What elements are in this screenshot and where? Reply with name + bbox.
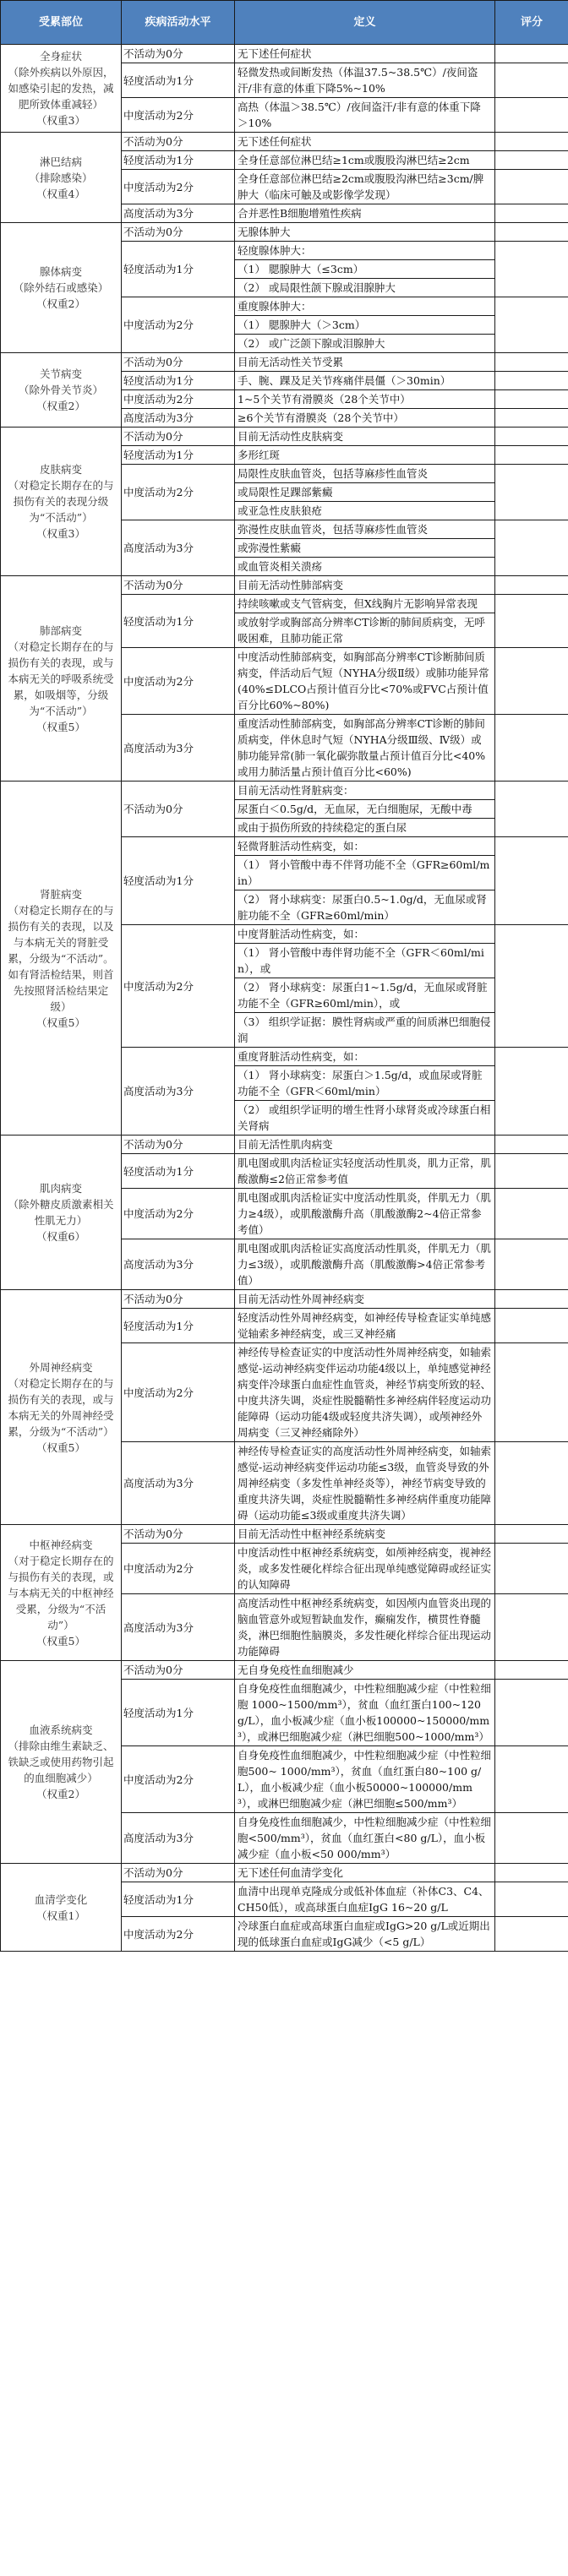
definition-cell: 无自身免疫性血细胞减少 [235,1661,495,1680]
organ-note: （对于稳定长期存在的与损伤有关的表现，或与本病无关的中枢神经受累，分级为“不活动”） [8,1554,114,1631]
definition-cell: 轻微发热或间断发热（体温37.5~38.5℃）/夜间盗汗/非有意的体重下降5%~10% [235,63,495,98]
activity-level-cell: 不活动为0分 [122,1525,235,1544]
organ-cell [1,133,122,223]
definition-cell: 肌电图或肌肉活检证实高度活动性肌炎，伴肌无力（肌力≤3级），或肌酸激酶升高（肌酸激酶>4倍正常参考值） [235,1239,495,1290]
score-input-cell[interactable] [495,520,568,576]
score-input-cell[interactable] [495,353,568,372]
definition-cell: 血清中出现单克隆成分或低补体血症（补体C3、C4、CH50低），或高球蛋白血症IgG 16~20 g/L [235,1882,495,1917]
activity-level-cell: 中度活动为2分 [122,1189,235,1239]
definition-cell: （3） 组织学证据：膜性肾病或严重的间质淋巴细胞侵润 [235,1013,495,1048]
definition-cell: 尿蛋白＜0.5g/d，无血尿，无白细胞尿，无酸中毒 [235,800,495,819]
organ-name: 血清学变化 [34,1893,88,1906]
definition-cell: （1） 肾小球病变：尿蛋白＞1.5g/d，或血尿或肾脏功能不全（GFR＜60ml/min） [235,1066,495,1101]
activity-level-cell: 中度活动为2分 [122,1343,235,1442]
definition-cell: 或血管炎相关溃疡 [235,558,495,576]
definition-cell: （1） 肾小管酸中毒伴肾功能不全（GFR＜60ml/min），或 [235,944,495,978]
score-input-cell[interactable] [495,1048,568,1136]
definition-cell: （2） 肾小球病变：尿蛋白0.5~1.0g/d，无血尿或肾脏功能不全（GFR≥60ml/min） [235,890,495,925]
score-input-cell[interactable] [495,170,568,204]
score-input-cell[interactable] [495,1917,568,1952]
activity-level-cell: 中度活动为2分 [122,98,235,133]
score-input-cell[interactable] [495,576,568,595]
activity-level-cell: 中度活动为2分 [122,465,235,520]
activity-level-cell: 轻度活动为1分 [122,242,235,297]
table-row [1,1136,568,1154]
definition-cell: 目前无活动性肾脏病变： [235,782,495,800]
organ-cell [1,45,122,133]
table-row [1,45,568,63]
definition-cell: 目前无活动性皮肤病变 [235,428,495,446]
definition-cell: 神经传导检查证实的中度活动性外周神经病变，如轴索感觉-运动神经病变伴运动功能4级以上，单纯感觉神经病变伴冷球蛋白血症性血管炎，神经节病变所致的轻、中度共济失调，炎症性脱髓鞘性多神经病伴轻度运动功能障碍（运动功能4级或轻度共济失调），或颅神经外周病变（三叉神经痛除外） [235,1343,495,1442]
organ-name: 全身症状 [39,50,82,63]
score-input-cell[interactable] [495,1290,568,1309]
activity-level-cell: 不活动为0分 [122,223,235,242]
score-input-cell[interactable] [495,1864,568,1882]
definition-cell: 目前无活动性肺部病变 [235,576,495,595]
definition-cell: 神经传导检查证实的高度活动性外周神经病变，如轴索感觉-运动神经病变伴运动功能≤3级，血管炎导致的外周神经病变（多发性单神经炎等），神经节病变导致的重度共济失调，炎症性脱髓鞘性多神经病伴重度功能障碍（运动功能≤3级或重度共济失调） [235,1442,495,1525]
definition-cell: （1） 肾小管酸中毒不伴肾功能不全（GFR≥60ml/min） [235,856,495,890]
activity-level-cell: 不活动为0分 [122,1136,235,1154]
organ-weight: （权重3） [36,527,85,540]
score-input-cell[interactable] [495,1661,568,1680]
score-input-cell[interactable] [495,446,568,465]
score-input-cell[interactable] [495,1154,568,1189]
definition-cell: ≥6个关节有滑膜炎（28个关节中） [235,409,495,428]
definition-cell: （2） 或广泛颌下腺或泪腺肿大 [235,335,495,353]
activity-level-cell: 轻度活动为1分 [122,1680,235,1746]
activity-level-cell: 中度活动为2分 [122,1544,235,1594]
organ-name: 肌肉病变 [39,1182,82,1195]
organ-cell [1,782,122,1136]
organ-weight: （权重5） [36,1016,85,1029]
activity-level-cell: 不活动为0分 [122,353,235,372]
activity-level-cell: 轻度活动为1分 [122,1882,235,1917]
definition-cell: 目前无活动性关节受累 [235,353,495,372]
score-input-cell[interactable] [495,925,568,1048]
score-input-cell[interactable] [495,1594,568,1661]
table-row [1,1864,568,1882]
definition-cell: 或局限性足踝部紫癜 [235,483,495,502]
definition-cell: 局限性皮肤血管炎，包括荨麻疹性血管炎 [235,465,495,483]
definition-cell: 轻度活动性外周神经病变，如神经传导检查证实单纯感觉轴索多神经病变，或三叉神经痛 [235,1309,495,1343]
organ-cell [1,576,122,782]
activity-level-cell: 高度活动为3分 [122,409,235,428]
definition-cell: 中度活动性中枢神经系统病变，如颅神经病变，视神经炎，或多发性硬化样综合征出现单纯感觉障碍或经证实的认知障碍 [235,1544,495,1594]
header-score: 评分 [495,1,568,45]
organ-note: （除外糖皮质激素相关性肌无力） [8,1198,114,1227]
score-input-cell[interactable] [495,782,568,837]
table-row [1,1525,568,1544]
score-input-cell[interactable] [495,297,568,353]
definition-cell: 高度活动性中枢神经系统病变，如因颅内血管炎出现的脑血管意外或短暂缺血发作，癫痫发作，横贯性脊髓炎，淋巴细胞性脑膜炎，多发性硬化样综合征出现运动功能障碍 [235,1594,495,1661]
organ-weight: （权重5） [36,1634,85,1647]
organ-note: （对稳定长期存在的与损伤有关的表现，或与本病无关的呼吸系统受累，如吸烟等，分级为“不活动”） [8,640,114,717]
score-input-cell[interactable] [495,1442,568,1525]
activity-level-cell: 不活动为0分 [122,576,235,595]
organ-weight: （权重6） [36,1230,85,1243]
activity-level-cell: 不活动为0分 [122,428,235,446]
definition-cell: 自身免疫性血细胞减少，中性粒细胞减少症（中性粒细胞<500/mm³），贫血（血红蛋白<80 g/L），血小板减少症（血小板<50 000/mm³） [235,1813,495,1864]
definition-cell: 目前无活动性中枢神经系统病变 [235,1525,495,1544]
organ-name: 肺部病变 [39,624,82,637]
organ-cell [1,1136,122,1290]
organ-name: 淋巴结病 [39,155,82,168]
score-input-cell[interactable] [495,648,568,715]
organ-weight: （权重1） [36,1909,85,1922]
activity-level-cell: 高度活动为3分 [122,1594,235,1661]
activity-level-cell: 高度活动为3分 [122,204,235,223]
activity-level-cell: 轻度活动为1分 [122,1309,235,1343]
organ-name: 中枢神经病变 [29,1538,93,1551]
activity-level-cell: 不活动为0分 [122,782,235,837]
header-definition: 定义 [235,1,495,45]
definition-cell: 重度活动性肺部病变，如胸部高分辨率CT诊断的肺间质病变，伴休息时气短（NYHA分级Ⅲ级、Ⅳ级）或肺功能异常(肺一氧化碳弥散量占预计值百分比<40%或用力肺活量占预计值百分比<60%) [235,715,495,782]
score-input-cell[interactable] [495,1136,568,1154]
activity-level-cell: 轻度活动为1分 [122,1154,235,1189]
score-input-cell[interactable] [495,390,568,409]
definition-cell: 无下述任何血清学变化 [235,1864,495,1882]
definition-cell: 目前无活动性外周神经病变 [235,1290,495,1309]
organ-weight: （权重4） [36,187,85,200]
organ-note: （对稳定长期存在的与损伤有关的表现，以及与本病无关的肾脏受累，分级为“不活动”。如有肾活检结果，则首先按照肾活检结果定级） [8,903,114,1013]
definition-cell: 1~5个关节有滑膜炎（28个关节中） [235,390,495,409]
definition-cell: （2） 肾小球病变：尿蛋白1~1.5g/d，无血尿或肾脏功能不全（GFR≥60ml/min），或 [235,978,495,1013]
definition-cell: 全身任意部位淋巴结≥2cm或腹股沟淋巴结≥3cm/脾肿大（临床可触及或影像学发现） [235,170,495,204]
score-input-cell[interactable] [495,204,568,223]
organ-weight: （权重5） [36,1440,85,1454]
score-input-cell[interactable] [495,1746,568,1813]
definition-cell: 或亚急性皮肤狼疮 [235,502,495,520]
organ-cell [1,1661,122,1864]
definition-cell: 肌电图或肌肉活检证实轻度活动性肌炎，肌力正常，肌酸激酶≤2倍正常参考值 [235,1154,495,1189]
organ-name: 皮肤病变 [39,463,82,476]
activity-level-cell: 不活动为0分 [122,133,235,151]
definition-cell: （2） 或局限性颌下腺或泪腺肿大 [235,279,495,297]
definition-cell: （2） 或组织学证明的增生性肾小球肾炎或冷球蛋白相关肾病 [235,1101,495,1136]
definition-cell: 或由于损伤所致的持续稳定的蛋白尿 [235,819,495,837]
activity-level-cell: 轻度活动为1分 [122,63,235,98]
table-row [1,576,568,595]
table-header-row [1,1,568,45]
score-input-cell[interactable] [495,372,568,390]
score-input-cell[interactable] [495,45,568,63]
table-row [1,428,568,446]
activity-level-cell: 轻度活动为1分 [122,151,235,170]
definition-cell: 冷球蛋白血症或高球蛋白血症或IgG>20 g/L或近期出现的低球蛋白血症或IgG减少（<5 g/L） [235,1917,495,1952]
organ-name: 血液系统病变 [29,1724,93,1736]
score-input-cell[interactable] [495,63,568,98]
organ-note: （除外骨关节炎） [18,384,103,396]
score-input-cell[interactable] [495,1343,568,1442]
activity-level-cell: 中度活动为2分 [122,648,235,715]
score-input-cell[interactable] [495,98,568,133]
activity-level-cell: 高度活动为3分 [122,715,235,782]
table-row [1,133,568,151]
activity-level-cell: 不活动为0分 [122,45,235,63]
table-row [1,1661,568,1680]
definition-cell: 轻微肾脏活动性病变，如： [235,837,495,856]
definition-cell: 合并恶性B细胞增殖性疾病 [235,204,495,223]
header-activity-level: 疾病活动水平 [122,1,235,45]
definition-cell: 无下述任何症状 [235,133,495,151]
definition-cell: 或弥漫性紫癜 [235,539,495,558]
organ-note: （对稳定长期存在的与损伤有关的表现分级为“不活动”） [8,479,114,524]
definition-cell: 全身任意部位淋巴结≥1cm或腹股沟淋巴结≥2cm [235,151,495,170]
activity-level-cell: 中度活动为2分 [122,925,235,1048]
score-input-cell[interactable] [495,465,568,520]
definition-cell: 中度活动性肺部病变，如胸部高分辨率CT诊断肺间质病变，伴活动后气短（NYHA分级Ⅱ级）或肺功能异常(40%≤DLCO占预计值百分比<70%或FVC占预计值百分比60%~80%) [235,648,495,715]
organ-name: 腺体病变 [39,265,82,278]
score-input-cell[interactable] [495,223,568,242]
definition-cell: 重度肾脏活动性病变，如： [235,1048,495,1066]
score-input-cell[interactable] [495,1680,568,1746]
definition-cell: 或放射学或胸部高分辨率CT诊断的肺间质病变，无呼吸困难，且肺功能正常 [235,613,495,648]
definition-cell: 目前无活性肌肉病变 [235,1136,495,1154]
score-input-cell[interactable] [495,1189,568,1239]
definition-cell: 无下述任何症状 [235,45,495,63]
score-input-cell[interactable] [495,715,568,782]
organ-weight: （权重2） [36,1788,85,1800]
activity-level-cell: 轻度活动为1分 [122,595,235,648]
score-input-cell[interactable] [495,1309,568,1343]
definition-cell: 多形红斑 [235,446,495,465]
definition-cell: 自身免疫性血细胞减少，中性粒细胞减少症（中性粒细胞500~ 1000/mm³），贫血（血红蛋白80~100 g/L），血小板减少症（血小板50000~100000/mm³），或淋巴细胞减少症（淋巴细胞≤500/mm³） [235,1746,495,1813]
definition-cell: 手、腕、踝及足关节疼痛伴晨僵（＞30min） [235,372,495,390]
activity-level-cell: 高度活动为3分 [122,1442,235,1525]
activity-level-cell: 中度活动为2分 [122,170,235,204]
activity-level-cell: 不活动为0分 [122,1864,235,1882]
activity-level-cell: 轻度活动为1分 [122,372,235,390]
activity-level-cell: 轻度活动为1分 [122,446,235,465]
activity-level-cell: 高度活动为3分 [122,1813,235,1864]
organ-note: （排除感染） [29,171,93,184]
organ-note: （除外疾病以外原因，如感染引起的发热，减肥所致体重减轻） [8,66,114,111]
definition-cell: 肌电图或肌肉活检证实中度活动性肌炎，伴肌无力（肌力≥4级），或肌酸激酶升高（肌酸激酶2~4倍正常参考值） [235,1189,495,1239]
score-input-cell[interactable] [495,428,568,446]
activity-level-cell: 轻度活动为1分 [122,837,235,925]
score-input-cell[interactable] [495,837,568,925]
organ-name: 外周神经病变 [29,1360,93,1374]
definition-cell: 无腺体肿大 [235,223,495,242]
score-input-cell[interactable] [495,242,568,297]
organ-cell [1,1290,122,1525]
score-input-cell[interactable] [495,133,568,151]
organ-cell [1,1525,122,1661]
table-row [1,782,568,800]
activity-level-cell: 不活动为0分 [122,1661,235,1680]
table-row [1,353,568,372]
organ-weight: （权重3） [36,114,85,127]
score-input-cell[interactable] [495,1544,568,1594]
definition-cell: （1） 腮腺肿大（≤3cm） [235,260,495,279]
activity-level-cell: 中度活动为2分 [122,1746,235,1813]
organ-cell [1,1864,122,1952]
organ-name: 关节病变 [39,368,82,380]
organ-name: 肾脏病变 [39,887,82,901]
score-input-cell[interactable] [495,1813,568,1864]
activity-level-cell: 高度活动为3分 [122,1048,235,1136]
organ-note: （排除由维生素缺乏、铁缺乏或使用药物引起的血细胞减少） [8,1740,114,1784]
definition-cell: （1） 腮腺肿大（＞3cm） [235,316,495,335]
score-input-cell[interactable] [495,595,568,648]
definition-cell: 高热（体温＞38.5℃）/夜间盗汗/非有意的体重下降＞10% [235,98,495,133]
organ-note: （除外结石或感染）（权重2） [13,281,109,310]
definition-cell: 持续咳嗽或支气管病变，但X线胸片无影响异常表现 [235,595,495,613]
score-input-cell[interactable] [495,151,568,170]
organ-cell [1,428,122,576]
table-body [1,45,568,1952]
score-input-cell[interactable] [495,409,568,428]
activity-level-cell: 高度活动为3分 [122,520,235,576]
organ-weight: （权重5） [36,720,85,733]
definition-cell: 自身免疫性血细胞减少，中性粒细胞减少症（中性粒细胞 1000~1500/mm³），贫血（血红蛋白100~120g/L），血小板减少症（血小板100000~150000/mm³），或淋巴细胞减少症（淋巴细胞500~1000/mm³） [235,1680,495,1746]
organ-weight: （权重2） [36,400,85,412]
header-organ: 受累部位 [1,1,122,45]
score-input-cell[interactable] [495,1882,568,1917]
score-input-cell[interactable] [495,1239,568,1290]
activity-level-cell: 中度活动为2分 [122,1917,235,1952]
definition-cell: 弥漫性皮肤血管炎，包括荨麻疹性血管炎 [235,520,495,539]
table-row [1,223,568,242]
organ-cell [1,223,122,353]
organ-cell [1,353,122,428]
definition-cell: 中度肾脏活动性病变，如： [235,925,495,944]
activity-level-cell: 中度活动为2分 [122,297,235,353]
definition-cell: 重度腺体肿大： [235,297,495,316]
activity-level-cell: 高度活动为3分 [122,1239,235,1290]
activity-level-cell: 不活动为0分 [122,1290,235,1309]
definition-cell: 轻度腺体肿大： [235,242,495,260]
table-row [1,1290,568,1309]
organ-note: （对稳定长期存在的与损伤有关的表现，或与本病无关的外周神经受累，分级为“不活动”） [8,1376,114,1438]
activity-level-cell: 中度活动为2分 [122,390,235,409]
score-input-cell[interactable] [495,1525,568,1544]
